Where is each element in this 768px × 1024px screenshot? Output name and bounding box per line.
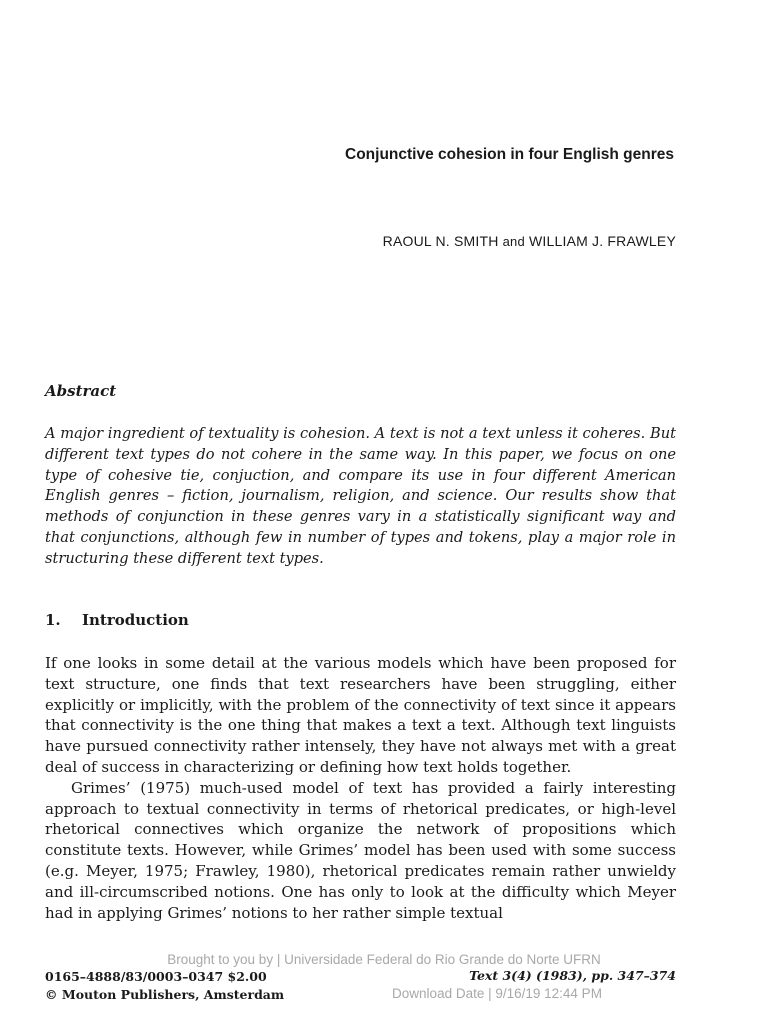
article-title: Conjunctive cohesion in four English genres	[345, 146, 674, 163]
section-heading	[45, 611, 189, 629]
paragraph: If one looks in some detail at the various models which have been proposed for text structure, one finds that text researchers have been struggling, either explicitly or implicitly, with the problem of the connectivity of text since it appears that connectivity is the one thing that makes a text a text. Although text linguists have pursued connectivity rather intensely, they have not always met with a great deal of success in characterizing or defining how text holds together.	[45, 654, 676, 776]
section-title: Introduction	[82, 611, 189, 629]
abstract-heading: Abstract	[45, 382, 117, 400]
abstract-text: A major ingredient of textuality is cohesion. A text is not a text unless it coheres. But different text types do not cohere in the same way. In this paper, we focus on one type of cohesive tie, conjuction, and compare its use in four different American English genres – fiction, journalism, religion, and science. Our results show that methods of conjunction in these genres vary in a statistically significant way and that conjunctions, although few in number of types and tokens, play a major role in structuring these different text types.	[45, 425, 676, 567]
article-authors	[383, 233, 676, 249]
watermark-download-date: Download Date | 9/16/19 12:44 PM	[392, 986, 602, 1001]
issn-price: 0165–4888/83/0003–0347 $2.00	[45, 969, 267, 984]
introduction-body	[45, 653, 676, 923]
author-2: WILLIAM J. FRAWLEY	[529, 233, 676, 249]
author-conjunction: and	[502, 234, 525, 249]
section-number: 1.	[45, 611, 61, 629]
watermark-institution: Brought to you by | Universidade Federal do Rio Grande do Norte UFRN	[167, 952, 601, 967]
paragraph: Grimes’ (1975) much-used model of text has provided a fairly interesting approach to textual connectivity in terms of rhetorical predicates, or high-level rhetorical connectives which organize the network of propositions which constitute texts. However, while Grimes’ model has been used with some success (e.g. Meyer, 1975; Frawley, 1980), rhetorical predicates remain rather unwieldy and ill-circumscribed notions. One has only to look at the difficulty which Meyer had in applying Grimes’ notions to her rather simple textual	[45, 778, 676, 922]
journal-citation: Text 3(4) (1983), pp. 347–374	[469, 968, 676, 983]
author-1: RAOUL N. SMITH	[382, 233, 499, 249]
copyright-notice: © Mouton Publishers, Amsterdam	[45, 987, 285, 1002]
